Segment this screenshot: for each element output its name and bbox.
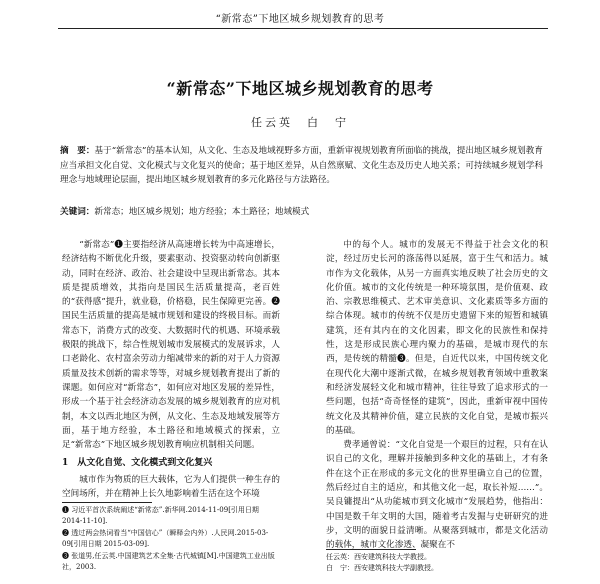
footnote-3: ❸ 张道男,任云英.中国建筑艺术全集·古代城镇[M].中国建筑工业出版社，2003. bbox=[62, 552, 275, 571]
article-title: “新常态”下地区城乡规划教育的思考 bbox=[166, 79, 434, 98]
left-column bbox=[62, 238, 280, 501]
right-paragraph-1: 中的每个人。城市的发展无不得益于社会文化的积淀，经过历史长河的涤荡得以延展，富于生气和活力。城市作为文化载体，从另一方面真实地反映了社会历史的文化价值。城市的文化传统是一种环境氛围，是价值观、政治、宗教思维模式、艺术审美意识、文化素质等多方面的综合体现。城市的传统不仅是历史遗留下来的短暂和城镇建筑，还有其内在的文化因素，即文化的民族性和保持性，这是形成民族心理内聚力的基础，是城市现代的东西，是传统的精髓❸。但是，自近代以来，中国传统文化在现代化大潮中逐渐式微，在城乡规划教育领域中重教案和经济发展轻文化和城市精神，往往导致了追求形式的一些问题，包括“奇奇怪怪的建筑”，因此，重新审视中国传统文化及其精神价值，建立民族的文化自觉，是城市振兴的基础。 bbox=[326, 240, 548, 436]
header-rule bbox=[58, 28, 548, 29]
keywords-label: 关键词： bbox=[60, 207, 95, 217]
footnote-rule bbox=[62, 502, 152, 503]
author-note-2: 白 宁：西安建筑科技大学副教授。 bbox=[326, 563, 438, 572]
abstract bbox=[60, 144, 543, 188]
abstract-text: 基于“新常态”的基本认知，从文化、生态及地域视野多方面，重新审视规划教育所面临的挑战，提出地区城乡规划教育应当承担文化自觉、文化模式与文化复兴的使命；基于地区差异，从自然禀赋、文化生态及历史人地关系；可持续城乡规划学科理念与地域理论层面，提出地区城乡规划教育的多元化路径与方法路径。 bbox=[60, 146, 543, 185]
right-column bbox=[326, 238, 548, 553]
footnote-1: ❶ 习近平首次系统阐述“新常态”.新华网.2014-11-09[引用日期 2014-11-10]. bbox=[62, 506, 259, 525]
page-header bbox=[0, 0, 600, 34]
keywords-text: 新常态；地区城乡规划；地方经验；本土路径；地域模式 bbox=[94, 207, 310, 217]
abstract-label: 摘 要： bbox=[60, 146, 95, 156]
footnote-2: ❷ 透过两会热词看当“中国信心”（瞬释会内外）.人民网.2015-03-09[引用日期 2015-03-09]. bbox=[62, 529, 269, 548]
right-paragraph-2: 费孝通曾说：“文化自觉是一个艰巨的过程，只有在认识自己的文化，理解并接触到多种文化的基础上，才有条件在这个正在形成的多元文化的世界里确立自己的位置，然后经过自主的适应，和其他文化一起，取长补短……”。吴良镛提出“从功能城市到文化城市”发展趋势，他指出：中国是数千年文明的大国，随着考古发掘与史研研究的进步，文明的面貌日益清晰。从聚落到城市，都是文化活动的载体，城市文化渗透、凝聚在不 bbox=[326, 440, 548, 551]
section-1-paragraph: 城市作为物质的巨大载体，它为人们提供一种生存的空间场所，并在精神上长久地影响着生活在这个环境 bbox=[62, 474, 280, 500]
author-note-rule bbox=[326, 549, 416, 550]
footnotes bbox=[62, 505, 280, 574]
keywords bbox=[60, 205, 543, 219]
author-note-1: 任云英：西安建筑科技大学教授。 bbox=[326, 553, 431, 561]
article-authors: 任云英 白 宁 bbox=[251, 116, 349, 129]
intro-paragraph: “新常态”❶主要指经济从高速增长转为中高速增长，经济结构不断优化升级，要素驱动、投资驱动转向创新驱动，同时在经济、政治、社会建设中呈现出新常态。其本质是提质增效，其指向是国民生活质量提高，老百姓的“获得感”提升，就业稳，价格稳，民生保障更完善。❷国民生活质量的提高是城市规划和建设的终极目标。而新常态下，消费方式的改变、大数据时代的机遇、环境承载极限的挑战下，综合性规划城市发展模式的发展诉求，人口老龄化、农村富余劳动力缩减带来的新的对于人力资源质量及技术创新的需求等等，对城乡规划教育提出了新的课题。如何应对“新常态”，如何应对地区发展的差异性，形成一个基于社会经济动态发展的城乡规划教育的应对机制，本文以西北地区为例，从文化、生态及地域发展等方面，基于地方经验，本土路径和地域模式的探索，立足“新常态”下地区城乡规划教育响应机制相关问题。 bbox=[62, 240, 280, 451]
running-header: “新常态”下地区城乡规划教育的思考 bbox=[215, 14, 385, 25]
section-1-heading: 1 从文化自觉、文化模式到文化复兴 bbox=[62, 458, 213, 469]
author-note bbox=[326, 552, 548, 573]
